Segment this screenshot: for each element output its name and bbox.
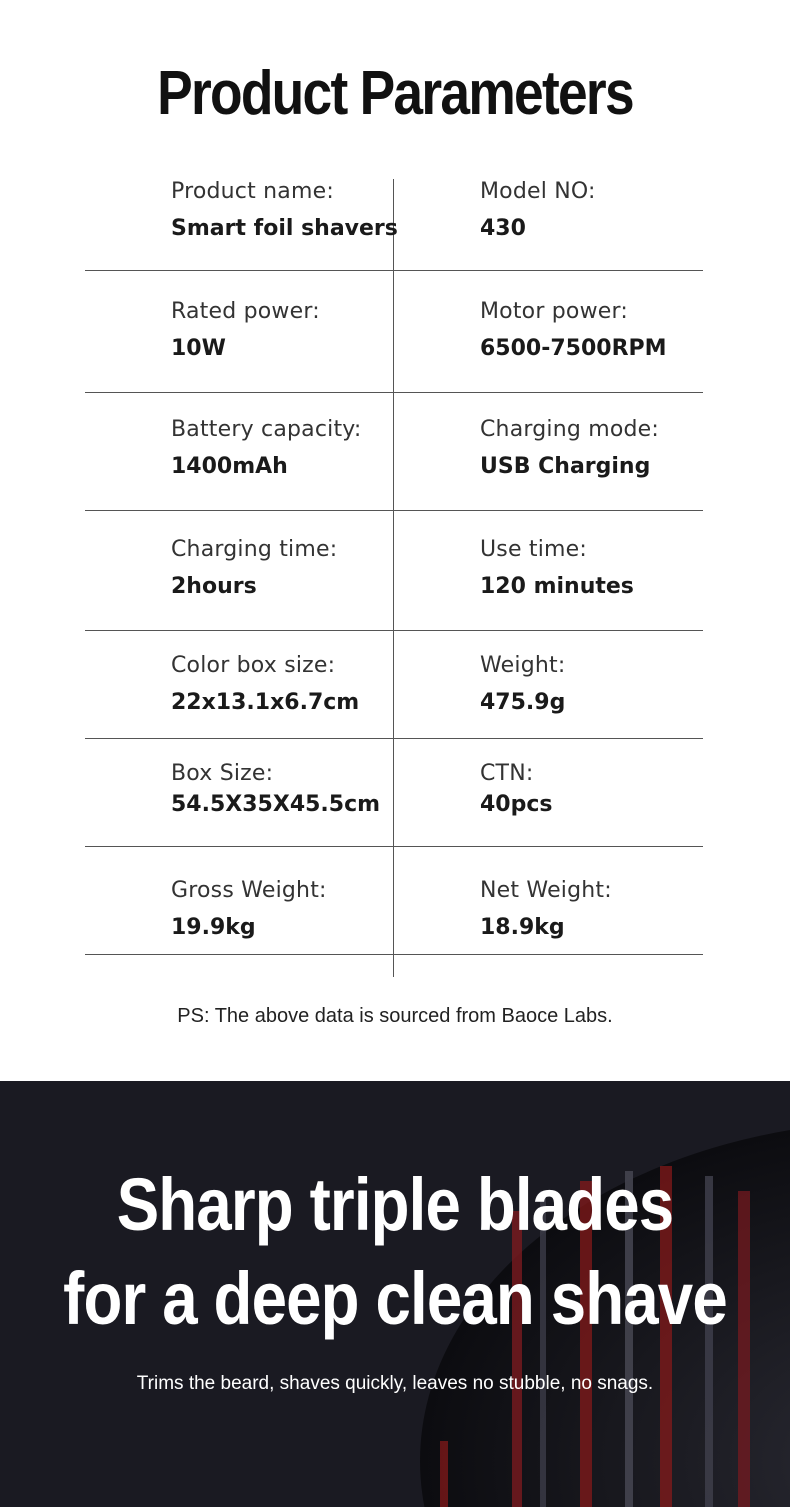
table-row-divider bbox=[85, 954, 703, 955]
param-charging-time bbox=[171, 537, 471, 599]
param-value: 40pcs bbox=[480, 792, 553, 817]
source-note: PS: The above data is sourced from Baoce Labs. bbox=[177, 1005, 613, 1027]
param-weight bbox=[480, 653, 780, 715]
param-value: 22x13.1x6.7cm bbox=[171, 690, 360, 715]
banner-headline-line2: for a deep clean shave bbox=[63, 1257, 727, 1340]
param-value: 430 bbox=[480, 216, 526, 241]
param-value: 2hours bbox=[171, 574, 257, 599]
page-title: Product Parameters bbox=[157, 59, 633, 128]
param-box-size bbox=[171, 761, 471, 817]
param-label: Battery capacity: bbox=[171, 417, 362, 442]
param-value: 18.9kg bbox=[480, 915, 565, 940]
param-charging-mode bbox=[480, 417, 780, 479]
param-value: 10W bbox=[171, 336, 226, 361]
table-row-divider bbox=[85, 630, 703, 631]
table-row-divider bbox=[85, 270, 703, 271]
param-value: USB Charging bbox=[480, 454, 651, 479]
param-label: CTN: bbox=[480, 761, 534, 786]
param-value: 54.5X35X45.5cm bbox=[171, 792, 381, 817]
param-color-box-size bbox=[171, 653, 471, 715]
param-value: 120 minutes bbox=[480, 574, 634, 599]
param-label: Charging time: bbox=[171, 537, 338, 562]
param-label: Net Weight: bbox=[480, 878, 612, 903]
table-row-divider bbox=[85, 510, 703, 511]
param-label: Weight: bbox=[480, 653, 566, 678]
param-label: Box Size: bbox=[171, 761, 274, 786]
param-model-no bbox=[480, 179, 780, 241]
table-row-divider bbox=[85, 846, 703, 847]
banner-headline-line1: Sharp triple blades bbox=[116, 1163, 674, 1246]
param-label: Product name: bbox=[171, 179, 334, 204]
param-value: 19.9kg bbox=[171, 915, 256, 940]
param-value: Smart foil shavers bbox=[171, 216, 398, 241]
table-row-divider bbox=[85, 738, 703, 739]
param-value: 1400mAh bbox=[171, 454, 288, 479]
param-label: Motor power: bbox=[480, 299, 628, 324]
banner-subtitle: Trims the beard, shaves quickly, leaves no stubble, no snags. bbox=[136, 1373, 654, 1394]
param-ctn bbox=[480, 761, 780, 817]
param-rated-power bbox=[171, 299, 471, 361]
table-row-divider bbox=[85, 392, 703, 393]
param-product-name bbox=[171, 179, 471, 241]
param-label: Color box size: bbox=[171, 653, 336, 678]
param-value: 475.9g bbox=[480, 690, 566, 715]
param-label: Charging mode: bbox=[480, 417, 660, 442]
param-use-time bbox=[480, 537, 780, 599]
param-net-weight bbox=[480, 878, 780, 940]
param-label: Rated power: bbox=[171, 299, 320, 324]
param-label: Model NO: bbox=[480, 179, 596, 204]
param-motor-power bbox=[480, 299, 780, 361]
param-label: Use time: bbox=[480, 537, 588, 562]
param-gross-weight bbox=[171, 878, 471, 940]
param-battery-capacity bbox=[171, 417, 471, 479]
param-label: Gross Weight: bbox=[171, 878, 327, 903]
param-value: 6500-7500RPM bbox=[480, 336, 667, 361]
